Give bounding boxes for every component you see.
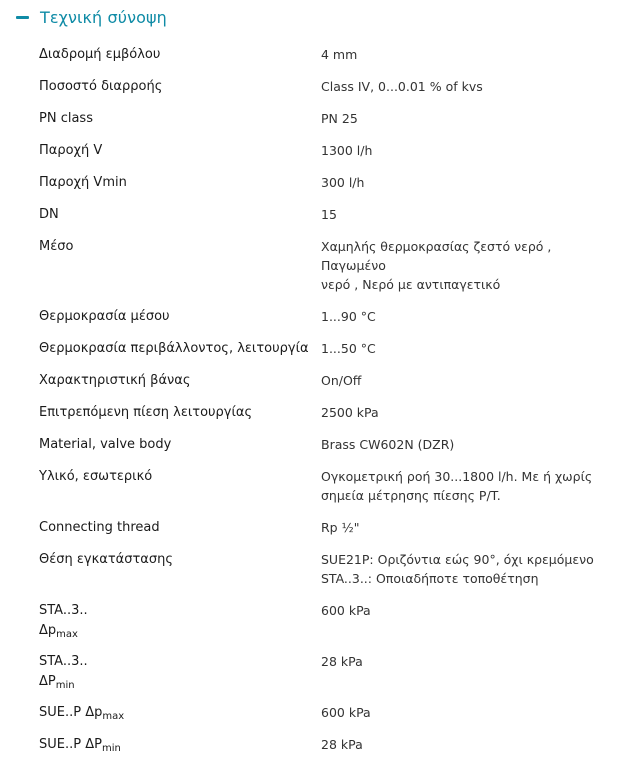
spec-label-subscript: min	[55, 680, 75, 691]
spec-row-internal-material	[39, 462, 619, 513]
spec-label-subscript: max	[56, 629, 78, 640]
spec-row-leakage	[39, 72, 619, 104]
spec-value: 28 kPa	[321, 737, 363, 752]
spec-label	[39, 603, 321, 639]
spec-row-sue-dp-max	[39, 698, 619, 730]
spec-label: Παροχή Vmin	[39, 175, 127, 190]
spec-label: Επιτρεπόμενη πίεση λειτουργίας	[39, 405, 253, 420]
spec-label-line	[39, 623, 321, 639]
spec-value: 28 kPa	[321, 654, 363, 669]
spec-row-mounting-position	[39, 545, 619, 596]
spec-value: Brass CW602N (DZR)	[321, 437, 455, 452]
spec-label-subscript: max	[102, 711, 125, 722]
spec-value-line: STA..3..: Οποιαδήποτε τοποθέτηση	[321, 571, 539, 586]
spec-row-medium-temp	[39, 302, 619, 334]
spec-label	[39, 737, 321, 753]
spec-label: Connecting thread	[39, 520, 160, 535]
spec-row-pn-class	[39, 104, 619, 136]
spec-label-base: SUE..P ΔP	[39, 737, 102, 752]
spec-row-operating-pressure	[39, 398, 619, 430]
spec-label: Θέση εγκατάστασης	[39, 552, 173, 567]
spec-value: PN 25	[321, 111, 358, 126]
spec-label: Υλικό, εσωτερικό	[39, 469, 153, 484]
spec-value	[321, 467, 619, 505]
spec-value	[321, 237, 619, 294]
spec-label: DN	[39, 207, 59, 222]
spec-label	[39, 654, 321, 690]
spec-row-stroke	[39, 40, 619, 72]
spec-label: PN class	[39, 111, 93, 126]
spec-value: On/Off	[321, 373, 362, 388]
spec-row-valve-characteristic	[39, 366, 619, 398]
spec-row-sue-dp-min	[39, 730, 619, 762]
spec-value-line: Ογκομετρική ροή 30...1800 l/h. Με ή χωρίς	[321, 469, 593, 484]
spec-label-base: SUE..P Δp	[39, 705, 103, 720]
spec-label: Material, valve body	[39, 437, 172, 452]
spec-value-line: σημεία μέτρησης πίεσης P/T.	[321, 488, 501, 503]
spec-value: Class IV, 0...0.01 % of kvs	[321, 79, 483, 94]
spec-row-sta-dp-min	[39, 647, 619, 698]
spec-label: Μέσο	[39, 239, 74, 254]
spec-value-line: SUE21P: Οριζόντια εώς 90°, όχι κρεμόμενο	[321, 552, 594, 567]
spec-label-line: STA..3..	[39, 654, 88, 669]
spec-label-base: Δp	[39, 623, 57, 638]
spec-row-flow-vmin	[39, 168, 619, 200]
spec-value: Rp ½"	[321, 520, 360, 535]
spec-value: 4 mm	[321, 47, 358, 62]
spec-label: Ποσοστό διαρροής	[39, 79, 163, 94]
spec-table	[39, 40, 619, 762]
spec-row-ambient-temp	[39, 334, 619, 366]
section-header[interactable]	[16, 5, 167, 29]
spec-value: 1...50 °C	[321, 341, 376, 356]
spec-value	[321, 550, 619, 588]
spec-label: Χαρακτηριστική βάνας	[39, 373, 191, 388]
spec-label-base: ΔP	[39, 674, 56, 689]
spec-value-line: Χαμηλής θερμοκρασίας ζεστό νερό , Παγωμένο	[321, 239, 552, 273]
spec-label: Διαδρομή εμβόλου	[39, 47, 161, 62]
spec-row-medium	[39, 232, 619, 302]
collapse-minus-icon[interactable]	[16, 16, 29, 19]
spec-value-line: νερό , Νερό με αντιπαγετικό	[321, 277, 501, 292]
spec-label: Παροχή V	[39, 143, 103, 158]
spec-value: 600 kPa	[321, 603, 371, 618]
spec-row-connecting-thread	[39, 513, 619, 545]
spec-label-line: STA..3..	[39, 603, 88, 618]
section-title: Τεχνική σύνοψη	[40, 7, 167, 27]
spec-label-line	[39, 674, 321, 690]
spec-value: 2500 kPa	[321, 405, 379, 420]
spec-value: 1300 l/h	[321, 143, 373, 158]
spec-value: 15	[321, 207, 337, 222]
spec-label	[39, 705, 321, 721]
spec-label-subscript: min	[101, 743, 121, 754]
spec-value: 1...90 °C	[321, 309, 376, 324]
spec-value: 600 kPa	[321, 705, 371, 720]
spec-row-valve-body-material	[39, 430, 619, 462]
spec-row-dn	[39, 200, 619, 232]
spec-label: Θερμοκρασία μέσου	[39, 309, 170, 324]
spec-value: 300 l/h	[321, 175, 365, 190]
spec-label: Θερμοκρασία περιβάλλοντος, λειτουργία	[39, 341, 309, 356]
spec-row-flow-v	[39, 136, 619, 168]
spec-row-sta-dp-max	[39, 596, 619, 647]
